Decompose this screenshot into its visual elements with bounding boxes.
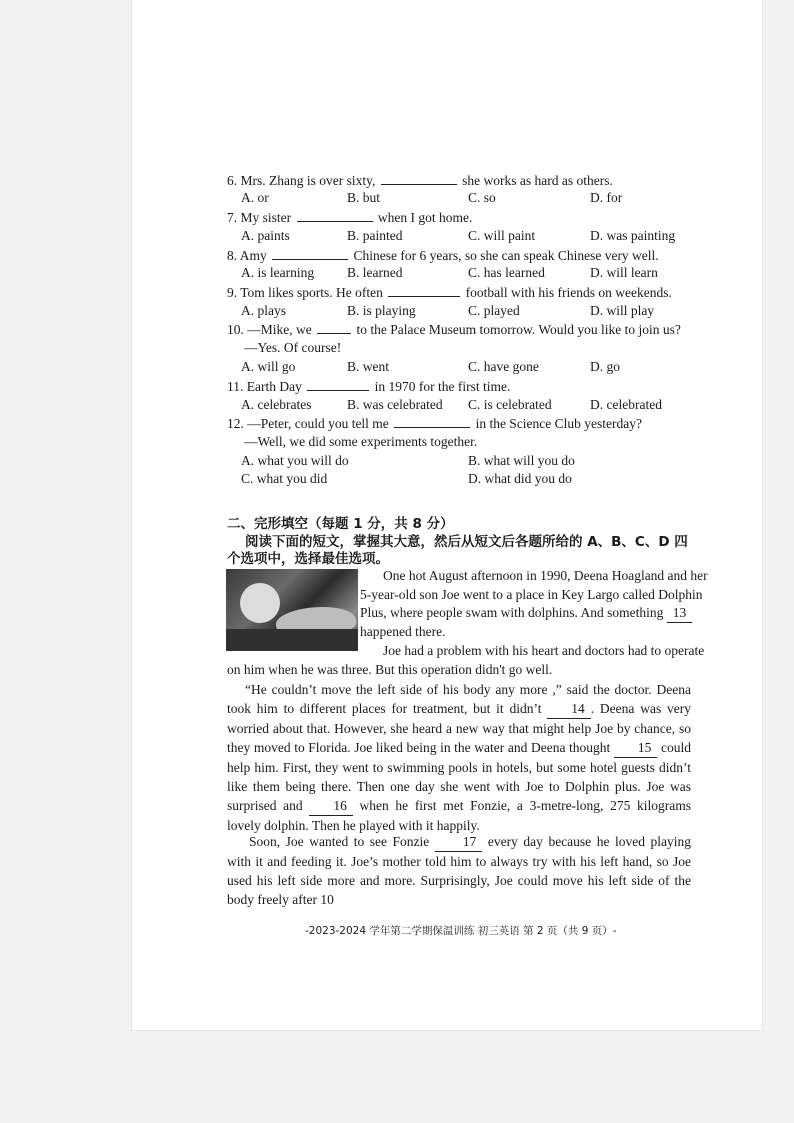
question-8	[227, 246, 659, 265]
blank-14: 14	[547, 699, 591, 719]
option-b: B. was celebrated	[347, 397, 443, 412]
option-a: A. is learning	[241, 265, 315, 280]
option-c: C. so	[468, 190, 496, 205]
question-9	[227, 283, 672, 302]
option-a: A. paints	[241, 228, 290, 243]
answer-blank	[394, 414, 470, 428]
blank-13: 13	[667, 604, 693, 623]
option-c: C. played	[468, 303, 520, 318]
option-b: B. but	[347, 190, 381, 205]
blank-15: 15	[614, 738, 658, 758]
question-stem: 6. Mrs. Zhang is over sixty,	[227, 173, 376, 188]
answer-blank	[307, 377, 369, 391]
question-stem: when I got home.	[377, 210, 473, 225]
passage-text: when he first met Fonzie, a 3-metre-long, 275 kilograms lovely dolphin. Then he played with it happily.	[227, 798, 692, 833]
question-stem: in the Science Club yesterday?	[475, 416, 643, 431]
question-12	[227, 414, 642, 433]
question-stem: 12. —Peter, could you tell me	[227, 416, 389, 431]
option-b: B. learned	[347, 265, 403, 280]
question-stem: 11. Earth Day	[227, 379, 302, 394]
question-stem: 9. Tom likes sports. He often	[227, 285, 383, 300]
blank-17: 17	[435, 832, 483, 852]
option-c: C. what you did	[241, 471, 328, 486]
passage-line: 5-year-old son Joe went to a place in Key Largo called Dolphin	[360, 587, 703, 602]
option-c: C. have gone	[468, 359, 539, 374]
page-footer: -2023-2024 学年第二学期保温训练 初三英语 第 2 页（共 9 页）-	[305, 925, 617, 937]
passage-paragraph	[227, 832, 691, 909]
answer-blank	[317, 320, 351, 334]
passage-text: Plus, where people swam with dolphins. And something	[360, 605, 664, 620]
section-title: 二、完形填空（每题 1 分，共 8 分）	[227, 516, 454, 532]
option-b: B. is playing	[347, 303, 416, 318]
question-11	[227, 377, 510, 396]
question-reply: —Well, we did some experiments together.	[244, 434, 478, 449]
option-d: D. go	[590, 359, 620, 374]
option-a: A. what you will do	[241, 453, 349, 468]
option-a: A. plays	[241, 303, 286, 318]
section-instruction: 个选项中，选择最佳选项。	[227, 551, 389, 567]
option-c: C. has learned	[468, 265, 545, 280]
answer-blank	[388, 283, 460, 297]
blank-16: 16	[309, 796, 353, 816]
option-b: B. painted	[347, 228, 403, 243]
question-6	[227, 171, 613, 190]
answer-blank	[381, 171, 457, 185]
option-a: A. celebrates	[241, 397, 312, 412]
question-stem: 8. Amy	[227, 248, 267, 263]
passage-text: . Deena was very worried about that. However, she heard a new way that might help Joe by chance, so they moved to Florida. Joe liked being in the water and Deena thought	[227, 701, 691, 755]
passage-line: happened there.	[360, 624, 446, 639]
option-d: D. celebrated	[590, 397, 662, 412]
option-d: D. will play	[590, 303, 655, 318]
option-a: A. or	[241, 190, 269, 205]
question-7	[227, 208, 472, 227]
question-stem: 10. —Mike, we	[227, 322, 312, 337]
passage-paragraph	[227, 680, 691, 835]
option-c: C. will paint	[468, 228, 536, 243]
question-stem: 7. My sister	[227, 210, 292, 225]
option-c: C. is celebrated	[468, 397, 552, 412]
question-10	[227, 320, 681, 339]
question-stem: Chinese for 6 years, so she can speak Chinese very well.	[353, 248, 659, 263]
question-stem: to the Palace Museum tomorrow. Would you like to join us?	[356, 322, 681, 337]
question-stem: in 1970 for the first time.	[374, 379, 511, 394]
option-d: D. for	[590, 190, 623, 205]
passage-line: on him when he was three. But this operation didn't go well.	[227, 662, 553, 677]
question-stem: football with his friends on weekends.	[465, 285, 672, 300]
option-d: D. what did you do	[468, 471, 572, 486]
passage-text: every day because he loved playing with it and feeding it. Joe’s mother told him to always try with his left hand, so Joe used his left side more and more. Surprisingly, Joe could move his left side of the body freely after 10	[227, 834, 692, 907]
option-a: A. will go	[241, 359, 296, 374]
option-d: D. was painting	[590, 228, 676, 243]
question-stem: she works as hard as others.	[462, 173, 613, 188]
option-d: D. will learn	[590, 265, 658, 280]
passage-text: Soon, Joe wanted to see Fonzie	[249, 834, 430, 849]
passage-text: “He couldn’t move the left side of his body any more ,” said the doctor. Deena took him to different places for treatment, but it didn’t	[227, 682, 691, 716]
passage-photo	[226, 569, 358, 651]
option-b: B. what will you do	[468, 453, 575, 468]
question-reply: —Yes. Of course!	[244, 340, 342, 355]
option-b: B. went	[347, 359, 389, 374]
passage-line: One hot August afternoon in 1990, Deena Hoagland and her	[383, 568, 708, 583]
answer-blank	[297, 208, 373, 222]
passage-text: could help him. First, they went to swimming pools in hotels, but some hotel guests didn’t like them being there. Then one day she went with Joe to Dolphin plus. Joe was surprised and	[227, 740, 692, 813]
passage-line: Joe had a problem with his heart and doctors had to operate	[383, 643, 705, 658]
passage-line	[360, 604, 692, 623]
answer-blank	[272, 246, 348, 260]
section-instruction: 阅读下面的短文，掌握其大意，然后从短文后各题所给的 A、B、C、D 四	[245, 534, 688, 550]
